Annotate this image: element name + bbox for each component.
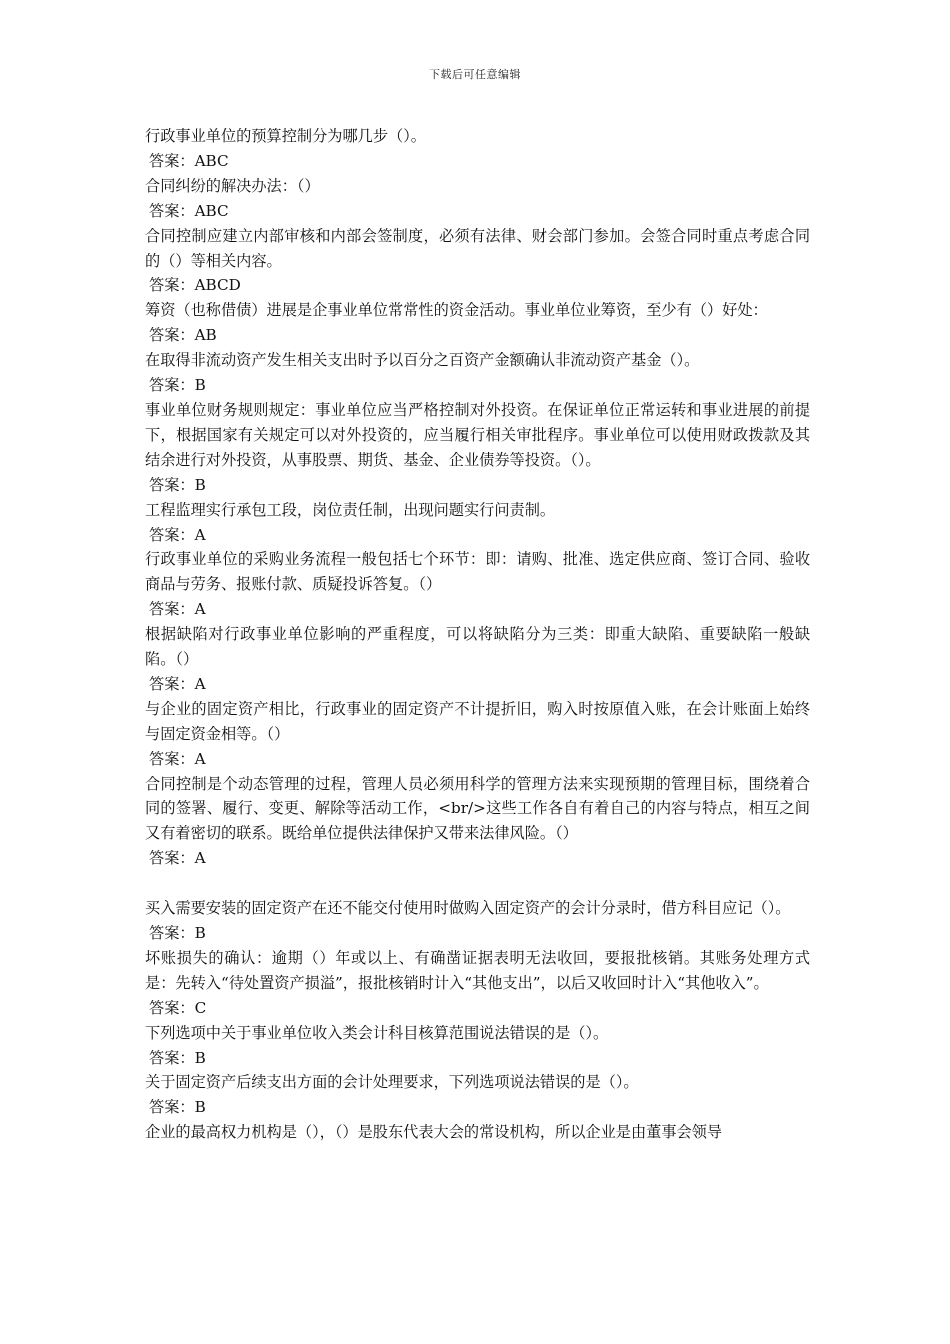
answer-text: 答案：ABC — [149, 151, 229, 170]
question-text: 关于固定资产后续支出方面的会计处理要求，下列选项说法错误的是（）。 — [145, 1073, 639, 1092]
question-text: 筹资（也称借债）进展是企事业单位常常性的资金活动。事业单位业筹资，至少有（）好处： — [145, 301, 768, 320]
question-text: 根据缺陷对行政事业单位影响的严重程度，可以将缺陷分为三类：即重大缺陷、重要缺陷一般缺陷。（） — [145, 625, 810, 669]
question-text: 合同纠纷的解决办法：（） — [145, 176, 320, 195]
answer-text: 答案：B — [149, 1048, 206, 1067]
answer-text: 答案：A — [149, 600, 206, 619]
question-text: 事业单位财务规则规定：事业单位应当严格控制对外投资。在保证单位正常运转和事业进展的前提下，根据国家有关规定可以对外投资的，应当履行相关审批程序。事业单位可以使用财政拨款及其结余进行对外投资，从事股票、期货、基金、企业债券等投资。（）。 — [145, 400, 810, 469]
answer-text: 答案：A — [149, 749, 206, 768]
question-text: 买入需要安装的固定资产在还不能交付使用时做购入固定资产的会计分录时，借方科目应记（）。 — [145, 899, 791, 918]
answer-text: 答案：ABC — [149, 201, 229, 220]
answer-text: 答案：ABCD — [149, 276, 241, 295]
qa-list — [145, 124, 810, 1145]
answer-text: 答案：A — [149, 674, 206, 693]
question-text: 行政事业单位的预算控制分为哪几步（）。 — [145, 127, 426, 145]
question-text: 行政事业单位的采购业务流程一般包括七个环节：即：请购、批准、选定供应商、签订合同、验收商品与劳务、报账付款、质疑投诉答复。（） — [145, 550, 810, 594]
question-text: 合同控制是个动态管理的过程，管理人员必须用科学的管理方法来实现预期的管理目标，围绕着合同的签署、履行、变更、解除等活动工作，<br/>这些工作各自有着自己的内容与特点，相互之间又有着密切的联系。既给单位提供法律保护又带来法律风险。（） — [145, 774, 810, 843]
blank-line — [145, 871, 810, 896]
answer-text: 答案：B — [149, 475, 206, 494]
question-text: 与企业的固定资产相比，行政事业的固定资产不计提折旧，购入时按原值入账，在会计账面上始终与固定资金相等。（） — [145, 699, 810, 743]
answer-text: 答案：A — [149, 525, 206, 544]
question-text: 合同控制应建立内部审核和内部会签制度，必须有法律、财会部门参加。会签合同时重点考虑合同的（）等相关内容。 — [145, 226, 810, 270]
question-text: 在取得非流动资产发生相关支出时予以百分之百资产金额确认非流动资产基金（）。 — [145, 351, 700, 370]
question-text: 企业的最高权力机构是（），（）是股东代表大会的常设机构，所以企业是由董事会领导 — [145, 1123, 723, 1142]
answer-text: 答案：AB — [149, 326, 217, 345]
question-text: 工程监理实行承包工段，岗位责任制，出现问题实行问责制。 — [145, 500, 556, 519]
answer-text: 答案：B — [149, 923, 206, 942]
page-header: 下载后可任意编辑 — [429, 68, 521, 81]
question-text: 下列选项中关于事业单位收入类会计科目核算范围说法错误的是（）。 — [145, 1023, 609, 1042]
answer-text: 答案：C — [149, 998, 207, 1017]
answer-text: 答案：B — [149, 376, 206, 395]
answer-text: 答案：A — [149, 849, 206, 868]
answer-text: 答案：B — [149, 1098, 206, 1117]
question-text: 坏账损失的确认：逾期（）年或以上、有确凿证据表明无法收回，要报批核销。其账务处理方式是：先转入“待处置资产损溢”，报批核销时计入“其他支出”，以后又收回时计入“其他收入”。 — [145, 948, 810, 992]
